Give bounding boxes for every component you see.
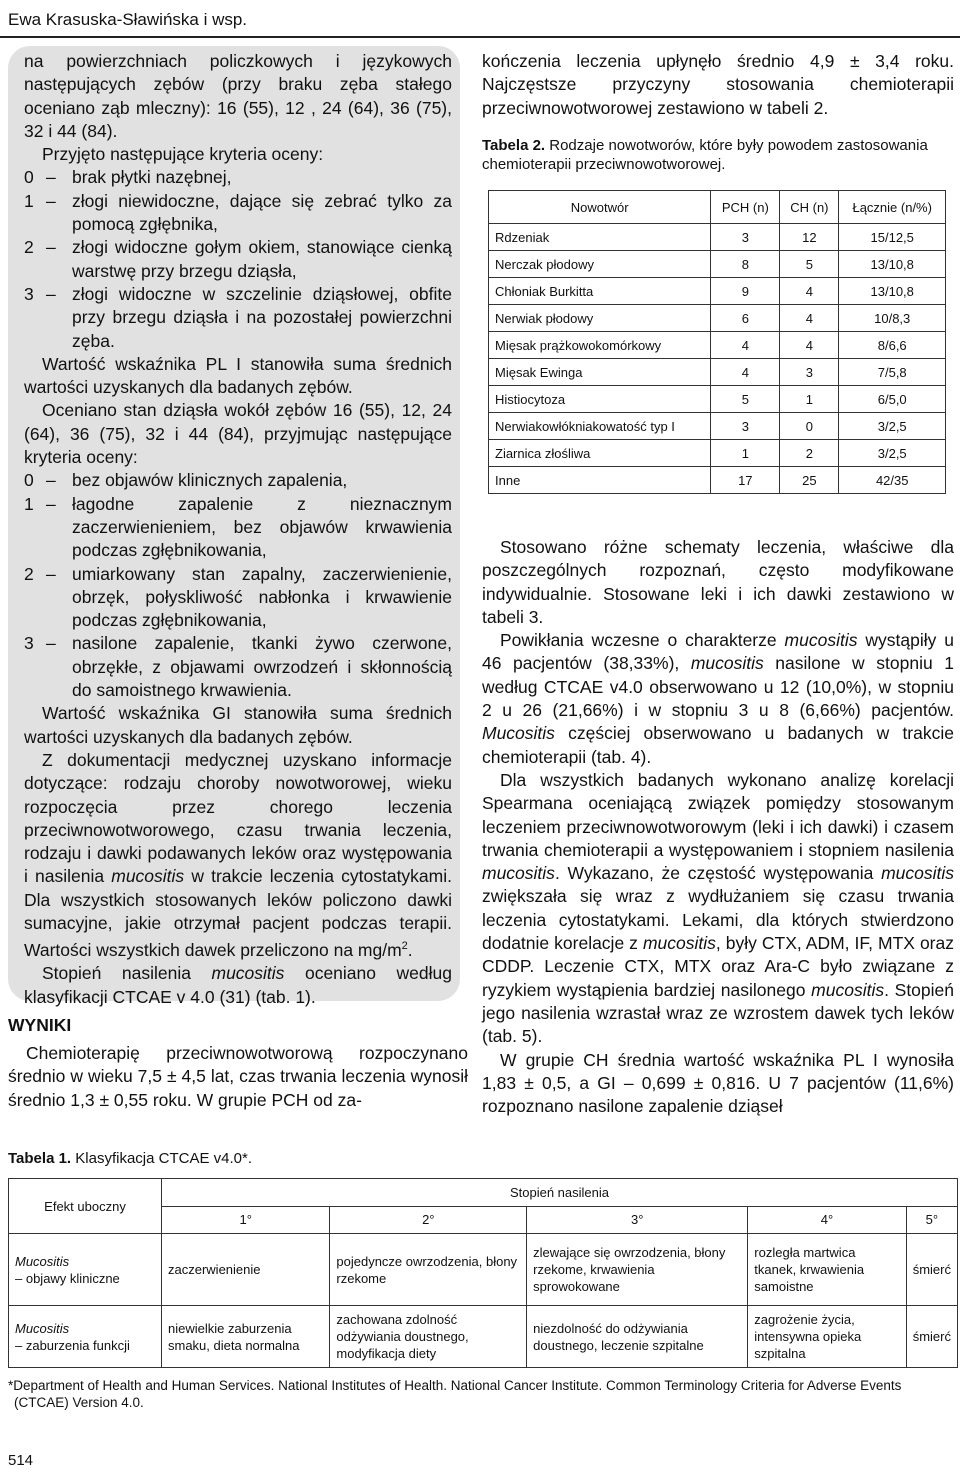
paragraph-complications: Powikłania wczesne o charakterze mucositis wystąpiły u 46 pacjentów (38,33%), mucositis nasilone w stopniu 1 według CTCAE v4.0 obserwowano u 12 (10,0%), w stopniu 2 u 26 (21,66%) i w stopniu 3 u 8 (6,66%) pacjentów. Mucositis częściej obserwowano u badanych w trakcie chemioterapii (tab. 4). xyxy=(482,630,955,767)
pl-criterion-1: 1 – złogi niewidoczne, dające się zebrać tylko za pomocą zgłębnika, xyxy=(24,190,452,235)
gi-criterion-1: 1 – łagodne zapalenie z nieznacznym zaczerwienieniem, bez objawów krwawienia podczas zgłębnikowania, xyxy=(24,493,452,561)
table-row: Mięsak prążkowokomórkowy 4 4 8/6,6 xyxy=(489,332,946,359)
paragraph-ch-group: W grupie CH średnia wartość wskaźnika PL I wynosiła 1,83 ± 0,5, a GI – 0,699 ± 0,816. U 7 pacjentów (11,6%) rozpoznano nasilone zapalenie dziąseł xyxy=(482,1049,954,1117)
table-header: PCH (n) xyxy=(711,191,780,224)
grade-header: 3° xyxy=(527,1206,748,1234)
pl-criterion-2: 2 – złogi widoczne gołym okiem, stanowiące cienką warstwę przy brzegu dziąsła, xyxy=(24,237,452,281)
section-heading-results: WYNIKI xyxy=(8,1015,72,1035)
paragraph-spearman: Dla wszystkich badanych wykonano analizę korelacji Spearmana oceniającą związek pomiędzy stosowanym leczeniem przeciwnowotworowym (leki i ich dawki) i czasem trwania chemioterapii a występowaniem i stopniem nasilenia mucositis. Wykazano, że częstość występowania mucositis zwiększała się wraz z wydłużaniem się czasu trwania leczenia cytostatykami. Lekami, dla których stwierdzono dodatnie korelacje z mucositis, były CTX, ADM, IF, MTX oraz CDDP. Leczenie CTX, MTX oraz Ara-C było związane z ryzykiem wystąpienia bardziej nasilonego mucositis. Stopień jego nasilenia wzrastał wraz ze wzrostem dawek tych leków (tab. 5). xyxy=(482,769,954,1047)
gi-index-summary: Wartość wskaźnika GI stanowiła suma średnich wartości uzyskanych dla badanych zębów. xyxy=(24,703,452,747)
table-row: Ziarnica złośliwa 1 2 3/2,5 xyxy=(489,440,946,467)
gi-criteria-intro: Oceniano stan dziąsła wokół zębów 16 (55), 12, 24 (64), 36 (75), 32 i 44 (84), przyjmując następujące kryteria oceny: xyxy=(24,400,452,468)
table-row: Nerwiakowłókniakowatość typ I 3 0 3/2,5 xyxy=(489,413,946,440)
paragraph-tooth-surfaces: na powierzchniach policzkowych i językowych następujących zębów (przy braku zęba stałego oceniano ząb mleczny): 16 (55), 12 , 24 (64), 36 (75), 32 i 44 (84). xyxy=(24,51,452,141)
table-row: Mucositis – zaburzenia funkcji niewielkie zaburzenia smaku, dieta normalna zachowana zdolność odżywiania doustnego, modyfikacja diety niezdolność do odżywiania doustnego, leczenie szpitalne zagrożenie życia, intensywna opieka szpitalna śmierć xyxy=(9,1306,958,1368)
effect-cell: Mucositis – zaburzenia funkcji xyxy=(9,1306,162,1368)
pl-criterion-3: 3 – złogi widoczne w szczelinie dziąsłowej, obfite przy brzegu dziąsła i na pozostałej powierzchni zęba. xyxy=(24,283,452,351)
gi-criterion-0: 0 – bez objawów klinicznych zapalenia, xyxy=(24,470,348,491)
pl-criteria-intro: Przyjęto następujące kryteria oceny: xyxy=(42,144,324,165)
table-row: Nerwiak płodowy 6 4 10/8,3 xyxy=(489,305,946,332)
table-row: Mucositis – objawy kliniczne zaczerwienienie pojedyncze owrzodzenia, błony rzekome zlewające się owrzodzenia, błony rzekome, krwawienia sprowokowane rozległa martwica tkanek, krwawienia samoistne śmierć xyxy=(9,1234,958,1306)
table-row: Histiocytoza 5 1 6/5,0 xyxy=(489,386,946,413)
grade-header: 2° xyxy=(330,1206,527,1234)
paragraph-results-1: Chemioterapię przeciwnowotworową rozpoczynano średnio w wieku 7,5 ± 4,5 lat, czas trwania leczenia wynosił średnio 1,3 ± 0,55 roku. W grupie PCH od za- xyxy=(8,1043,468,1110)
paragraph-treatment-schemes: Stosowano różne schematy leczenia, właściwe dla poszczególnych rozpoznań, często modyfikowane indywidualnie. Stosowane leki i ich dawki zestawiono w tabeli 3. xyxy=(482,537,954,627)
pl-criterion-0: 0 – brak płytki nazębnej, xyxy=(24,167,232,188)
table-row: Inne 17 25 42/35 xyxy=(489,467,946,494)
gi-criterion-2: 2 – umiarkowany stan zapalny, zaczerwienienie, obrzęk, połyskliwość nabłonka i krwawienie podczas zgłębnikowania, xyxy=(24,563,452,631)
right-column-top xyxy=(482,50,954,120)
grade-header: 1° xyxy=(162,1206,330,1234)
table-header: Efekt uboczny xyxy=(9,1179,162,1234)
table-row: Mięsak Ewinga 4 3 7/5,8 xyxy=(489,359,946,386)
table-header-row xyxy=(489,191,946,224)
header-rule xyxy=(0,36,960,38)
paragraph-documentation: Z dokumentacji medycznej uzyskano informacje dotyczące: rodzaju choroby nowotworowej, wieku rozpoczęcia przez chorego leczenia przeciwnowotworowego, czasu trwania leczenia, rodzaju i dawki podawanych leków oraz występowania i nasilenia mucositis w trakcie leczenia cytostatykami. Dla wszystkich stosowanych leków policzono dawki sumacyjne, jakie otrzymał pacjent podczas terapii. Wartości wszystkich dawek przeliczono na $mg/m^2$. xyxy=(24,749,452,961)
table1-footnote: *Department of Health and Human Services. National Institutes of Health. National Cancer Institute. Common Terminology Criteria for Adverse Events (CTCAE) Version 4.0. xyxy=(8,1378,902,1410)
table-header: CH (n) xyxy=(780,191,839,224)
table1-ctcae xyxy=(8,1178,958,1368)
grade-header: 4° xyxy=(748,1206,906,1234)
table-header: Stopień nasilenia xyxy=(162,1179,958,1207)
running-header: Ewa Krasuska-Sławińska i wsp. xyxy=(8,10,248,29)
effect-cell: Mucositis – objawy kliniczne xyxy=(9,1234,162,1306)
pl-index-summary: Wartość wskaźnika PL I stanowiła suma średnich wartości uzyskanych dla badanych zębów. xyxy=(24,353,452,398)
table-row: Nerczak płodowy 8 5 13/10,8 xyxy=(489,251,946,278)
table-row: Chłoniak Burkitta 9 4 13/10,8 xyxy=(489,278,946,305)
table2-caption: Tabela 2. Rodzaje nowotworów, które były powodem zastosowania chemioterapii przeciwnowotworowej. xyxy=(482,137,928,173)
right-column-results xyxy=(482,536,954,1118)
table-header: Łącznie (n/%) xyxy=(839,191,946,224)
paragraph-severity: Stopień nasilenia mucositis oceniano według klasyfikacji CTCAE v 4.0 (31) (tab. 1). xyxy=(24,963,452,1007)
left-column-methods xyxy=(24,50,452,1009)
table-row: Rdzeniak 3 12 15/12,5 xyxy=(489,224,946,251)
table2-cancer-types xyxy=(488,190,946,494)
grade-header: 5° xyxy=(906,1206,957,1234)
table-header: Nowotwór xyxy=(489,191,711,224)
left-column-results xyxy=(8,1042,468,1112)
paragraph-treatment-end: kończenia leczenia upłynęło średnio 4,9 ± 3,4 roku. Najczęstsze przyczyny stosowania chemioterapii przeciwnowotworowej zestawiono w tabeli 2. xyxy=(482,51,954,118)
page-number: 514 xyxy=(8,1452,34,1469)
table1-caption: Tabela 1. Klasyfikacja CTCAE v4.0*. xyxy=(8,1150,252,1167)
gi-criterion-3: 3 – nasilone zapalenie, tkanki żywo czerwone, obrzękłe, z objawami owrzodzeń i skłonnością do samoistnego krwawienia. xyxy=(24,633,452,701)
table-header-row xyxy=(9,1179,958,1207)
